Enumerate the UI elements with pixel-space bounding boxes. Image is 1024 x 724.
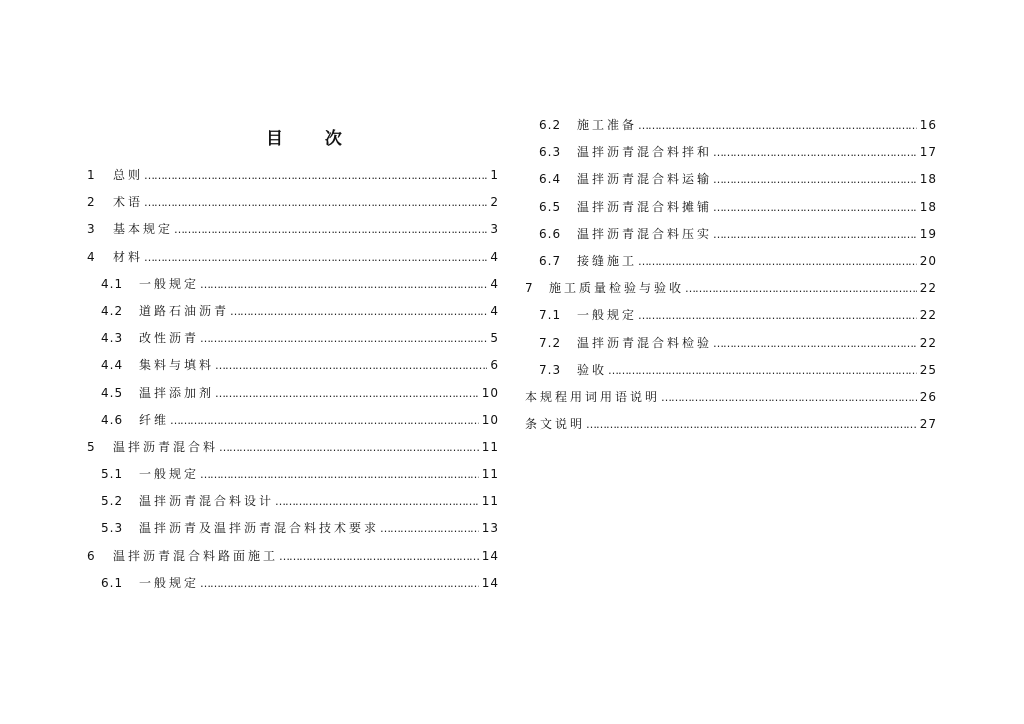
toc-entry-label: 集料与填料 [139,358,215,373]
toc-entry-page-number: 17 [919,145,937,160]
toc-entry-page-number: 6 [490,358,499,373]
toc-entry-number: 4 [87,249,96,264]
toc-entry-label: 材料 [113,249,144,264]
dot-leader [200,325,487,352]
toc-entry-label: 一般规定 [139,276,200,291]
toc-entry-label: 接缝施工 [577,253,638,268]
toc-entry-page-number: 18 [919,199,937,214]
toc-entry[interactable] [87,515,499,542]
toc-entry-page-number: 14 [481,548,499,563]
toc-entry-label: 温拌沥青及温拌沥青混合料技术要求 [139,521,380,536]
toc-entry-page-number: 10 [481,412,499,427]
dot-leader [713,139,917,166]
toc-entry-label: 温拌添加剂 [139,385,215,400]
dot-leader [638,302,917,329]
toc-entry-label: 验收 [577,362,608,377]
toc-entry[interactable] [87,189,499,216]
toc-entry[interactable] [87,352,499,379]
dot-leader [685,275,917,302]
toc-entry-label: 温拌沥青混合料检验 [577,335,713,350]
dot-leader [170,407,479,434]
dot-leader [608,357,917,384]
dot-leader [200,461,479,488]
dot-leader [661,384,917,411]
toc-entry-page-number: 4 [490,303,499,318]
toc-entry-label: 温拌沥青混合料摊铺 [577,199,713,214]
toc-entry[interactable] [525,384,937,411]
toc-entry-label: 术语 [113,195,144,210]
toc-entry-number: 7.3 [539,362,562,377]
toc-entry-number: 6.5 [539,199,562,214]
dot-leader [713,330,917,357]
toc-entry-label: 一般规定 [577,308,638,323]
toc-entry-number: 4.6 [101,412,124,427]
toc-entry[interactable] [525,194,937,221]
toc-entry[interactable] [87,298,499,325]
toc-entry-page-number: 22 [919,308,937,323]
toc-entry[interactable] [525,166,937,193]
toc-entry-page-number: 11 [481,467,499,482]
toc-entry[interactable] [87,162,499,189]
toc-entry-label: 条文说明 [525,417,586,432]
toc-entry-page-number: 22 [919,335,937,350]
toc-entry-label: 一般规定 [139,575,200,590]
toc-entry-label: 改性沥青 [139,331,200,346]
toc-entry-page-number: 13 [481,521,499,536]
toc-entry-number: 7.1 [539,308,562,323]
toc-entry-label: 温拌沥青混合料拌和 [577,145,713,160]
toc-entry[interactable] [87,461,499,488]
dot-leader [215,380,479,407]
dot-leader [230,298,487,325]
toc-entry-number: 6.3 [539,145,562,160]
toc-entry-page-number: 1 [490,168,499,182]
toc-entry[interactable] [87,543,499,570]
toc-right-column [525,112,937,438]
toc-entry-page-number: 14 [481,575,499,590]
toc-entry-page-number: 18 [919,172,937,187]
toc-entry-label: 道路石油沥青 [139,303,230,318]
toc-entry-page-number: 19 [919,226,937,241]
toc-entry-number: 4.1 [101,276,124,291]
toc-entry-number: 4.4 [101,358,124,373]
toc-entry-number: 5.3 [101,521,124,536]
toc-title: 目 次 [266,129,360,149]
toc-entry-label: 温拌沥青混合料运输 [577,172,713,187]
dot-leader [279,543,479,570]
toc-entry-page-number: 27 [919,417,937,432]
toc-entry-number: 6.7 [539,253,562,268]
toc-entry-page-number: 11 [481,494,499,509]
toc-entry[interactable] [87,216,499,243]
toc-entry[interactable] [87,380,499,407]
toc-entry-number: 4.5 [101,385,124,400]
toc-entry-page-number: 2 [490,195,499,210]
toc-entry[interactable] [525,221,937,248]
dot-leader [219,434,479,461]
toc-entry[interactable] [87,488,499,515]
toc-entry[interactable] [525,112,937,139]
toc-entry-number: 7 [525,281,534,296]
dot-leader [638,112,917,139]
toc-entry-number: 7.2 [539,335,562,350]
dot-leader [638,248,917,275]
toc-entry-page-number: 3 [490,222,499,237]
toc-entry-number: 4.3 [101,331,124,346]
toc-entry-number: 4.2 [101,303,124,318]
toc-entry[interactable] [525,357,937,384]
toc-entry-page-number: 4 [490,249,499,264]
dot-leader [713,221,917,248]
toc-entry-label: 纤维 [139,412,170,427]
dot-leader [144,162,487,189]
dot-leader [713,166,917,193]
toc-entry[interactable] [87,407,499,434]
toc-entry-label: 总则 [113,168,144,182]
toc-entry-number: 6.6 [539,226,562,241]
toc-entry-label: 施工质量检验与验收 [549,281,685,296]
toc-entry-page-number: 22 [919,281,937,296]
toc-entry-page-number: 20 [919,253,937,268]
toc-entry-page-number: 25 [919,362,937,377]
dot-leader [144,189,487,216]
toc-entry-page-number: 5 [490,331,499,346]
toc-entry-number: 6.4 [539,172,562,187]
toc-entry-page-number: 11 [481,439,499,454]
dot-leader [380,515,479,542]
toc-entry-label: 本规程用词用语说明 [525,389,661,404]
dot-leader [215,352,487,379]
toc-entry[interactable] [525,302,937,329]
toc-entry[interactable] [87,271,499,298]
toc-entry[interactable] [525,139,937,166]
toc-entry[interactable] [525,275,937,302]
toc-entry[interactable] [525,248,937,275]
dot-leader [586,411,917,438]
toc-entry-label: 温拌沥青混合料压实 [577,226,713,241]
toc-entry-number: 3 [87,222,96,237]
dot-leader [275,488,479,515]
toc-entry-label: 温拌沥青混合料设计 [139,494,275,509]
dot-leader [144,244,487,271]
toc-entry[interactable] [525,330,937,357]
toc-entry-page-number: 16 [919,118,937,132]
dot-leader [200,570,479,597]
toc-entry[interactable] [87,434,499,461]
toc-entry-label: 温拌沥青混合料路面施工 [113,548,279,563]
toc-entry-page-number: 4 [490,276,499,291]
toc-entry-label: 温拌沥青混合料 [113,439,219,454]
toc-entry-page-number: 10 [481,385,499,400]
toc-entry-number: 2 [87,195,96,210]
dot-leader [713,194,917,221]
toc-left-column [87,162,499,597]
dot-leader [200,271,487,298]
toc-entry-label: 一般规定 [139,467,200,482]
toc-entry[interactable] [87,244,499,271]
toc-entry[interactable] [87,325,499,352]
toc-entry-number: 5.2 [101,494,124,509]
toc-entry-number: 5 [87,439,96,454]
toc-entry-number: 6.2 [539,118,562,132]
dot-leader [174,216,487,243]
toc-entry-number: 6 [87,548,96,563]
toc-entry[interactable] [525,411,937,438]
toc-entry-page-number: 26 [919,389,937,404]
toc-entry-number: 1 [87,168,96,182]
toc-entry-number: 6.1 [101,575,124,590]
toc-entry-number: 5.1 [101,467,124,482]
toc-entry-label: 基本规定 [113,222,174,237]
toc-entry-label: 施工准备 [577,118,638,132]
toc-entry[interactable] [87,570,499,597]
